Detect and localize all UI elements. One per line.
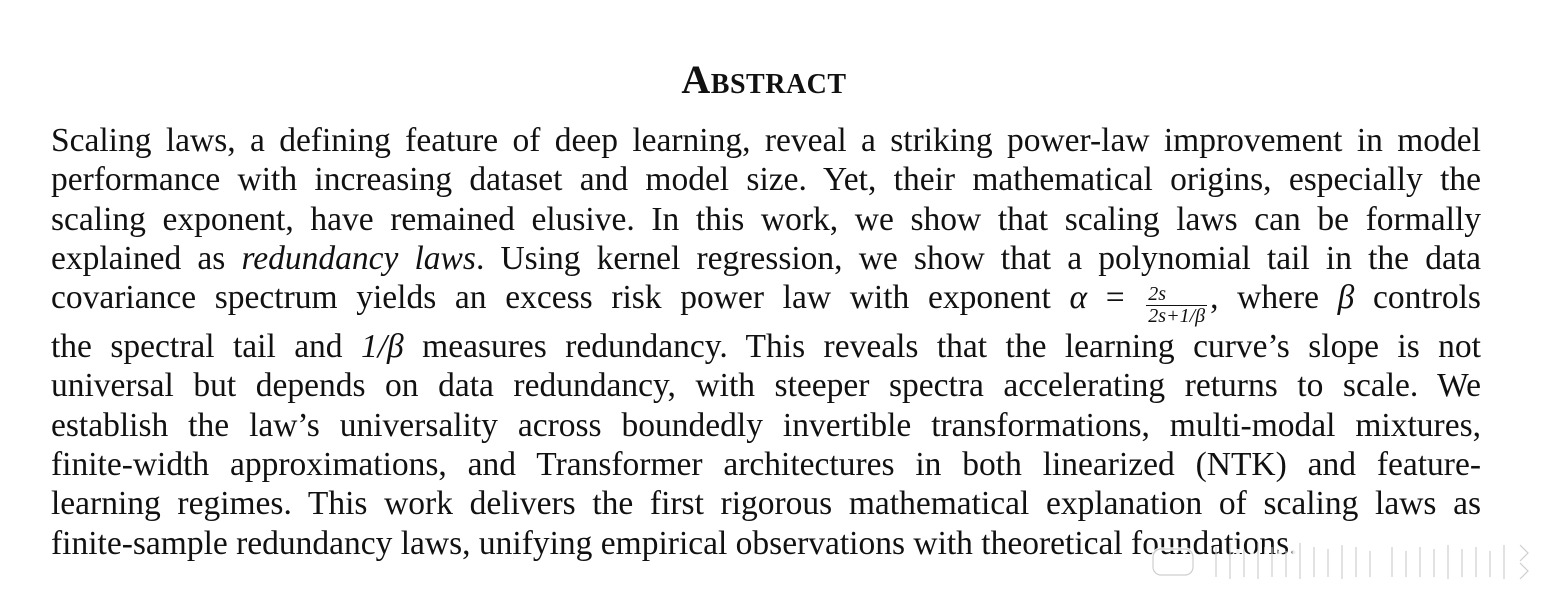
abstract-line-7: universal but depends on data redundancy, with steeper spectra accelerating returns to scale. We xyxy=(51,367,1481,405)
abstract-line-6-start: the spectral tail and xyxy=(51,328,361,366)
abstract-line-6-end: measures redundancy. This reveals that the learning curve’s slope is not xyxy=(403,328,1481,366)
abstract-line-1: Scaling laws, a defining feature of deep learning, reveal a striking power-law improvement in model xyxy=(51,122,1481,159)
fraction-numerator: 2s xyxy=(1146,284,1207,306)
abstract-line-5-end: controls xyxy=(1354,279,1481,317)
redundancy-laws-emphasis: redundancy laws xyxy=(241,239,476,277)
alpha-symbol: α xyxy=(1069,279,1088,317)
abstract-line-2: performance with increasing dataset and model size. Yet, their mathematical origins, especially the xyxy=(51,161,1481,199)
abstract-line-5-mid: , where xyxy=(1210,279,1338,317)
watermark-logo xyxy=(1150,533,1536,591)
abstract-line-10: learning regimes. This work delivers the first rigorous mathematical explanation of scaling laws as xyxy=(51,485,1481,523)
abstract-line-4 xyxy=(51,239,1481,278)
abstract-line-4-start: explained as xyxy=(51,239,242,277)
abstract-line-11: finite-sample redundancy laws, unifying empirical observations with theoretical foundations. xyxy=(51,524,1298,562)
beta-symbol: β xyxy=(1337,279,1355,317)
abstract-line-9: finite-width approximations, and Transformer architectures in both linearized (NTK) and feature- xyxy=(51,446,1481,484)
abstract-line-3: scaling exponent, have remained elusive. In this work, we show that scaling laws can be formally xyxy=(51,200,1481,238)
abstract-body xyxy=(51,121,1481,563)
exponent-fraction xyxy=(1146,284,1207,327)
abstract-line-5-start: covariance spectrum yields an excess risk power law with exponent xyxy=(51,279,1070,317)
abstract-heading: Abstract xyxy=(681,57,847,102)
abstract-line-4-end: . Using kernel regression, we show that a polynomial tail in the data xyxy=(475,239,1481,277)
fraction-denominator: 2s+1/β xyxy=(1148,305,1206,328)
abstract-line-6 xyxy=(51,327,1481,366)
equals-sign: = xyxy=(1087,279,1144,317)
abstract-line-8: establish the law’s universality across boundedly invertible transformations, multi-modal mixtures, xyxy=(51,406,1481,444)
inverse-beta-symbol: 1/β xyxy=(361,328,404,366)
abstract-line-5 xyxy=(51,278,1481,327)
